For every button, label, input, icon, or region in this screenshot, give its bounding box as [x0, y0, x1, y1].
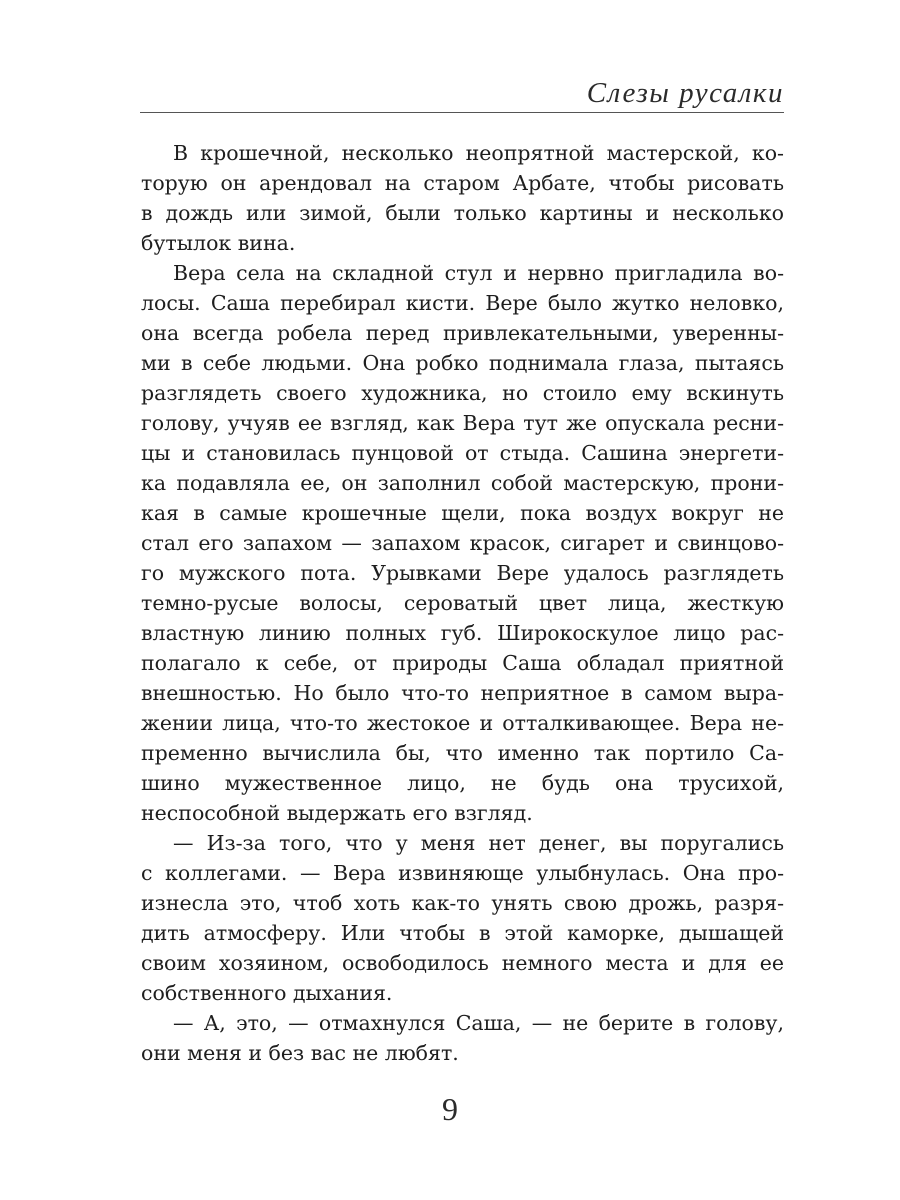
- text-line: они меня и без вас не любят.: [141, 1041, 459, 1065]
- text-line: в дождь или зимой, были только картины и несколько: [141, 201, 784, 225]
- text-line: кая в самые крошечные щели, пока воздух вокруг не: [141, 501, 784, 525]
- text-line: лосы. Саша перебирал кисти. Вере было жутко неловко,: [141, 291, 784, 315]
- text-line: своим хозяином, освободилось немного места и для ее: [141, 951, 784, 975]
- text-line: она всегда робела перед привлекательными, уверенны-: [141, 321, 784, 345]
- text-line: темно-русые волосы, сероватый цвет лица, жесткую: [141, 591, 784, 615]
- paragraph: [141, 138, 784, 258]
- text-line: неспособной выдержать его взгляд.: [141, 801, 533, 825]
- text-line: — Из-за того, что у меня нет денег, вы поругались: [173, 831, 784, 855]
- text-line: жении лица, что-то жестокое и отталкивающее. Вера не-: [141, 711, 784, 735]
- text-line: изнесла это, чтоб хоть как-то унять свою дрожь, разря-: [141, 891, 784, 915]
- text-line: торую он арендовал на старом Арбате, чтобы рисовать: [141, 171, 784, 195]
- paragraph: [141, 1008, 784, 1068]
- text-line: собственного дыхания.: [141, 981, 393, 1005]
- text-line: голову, учуяв ее взгляд, как Вера тут же опускала ресни-: [141, 411, 784, 435]
- text-line: полагало к себе, от природы Саша обладал приятной: [141, 651, 784, 675]
- text-line: властную линию полных губ. Широкоскулое лицо рас-: [141, 621, 784, 645]
- text-line: цы и становилась пунцовой от стыда. Сашина энергети-: [141, 441, 784, 465]
- text-line: го мужского пота. Урывками Вере удалось разглядеть: [141, 561, 784, 585]
- page-number: 9: [442, 1091, 458, 1127]
- text-line: с коллегами. — Вера извиняюще улыбнулась. Она про-: [141, 861, 784, 885]
- text-line: бутылок вина.: [141, 231, 296, 255]
- text-line: ка подавляла ее, он заполнил собой мастерскую, прони-: [141, 471, 784, 495]
- text-line: шино мужественное лицо, не будь она трусихой,: [141, 771, 784, 795]
- text-line: Вера села на складной стул и нервно пригладила во-: [173, 261, 784, 285]
- text-line: стал его запахом — запахом красок, сигарет и свинцово-: [141, 531, 784, 555]
- text-line: В крошечной, несколько неопрятной мастерской, ко-: [173, 141, 784, 165]
- text-line: ми в себе людьми. Она робко поднимала глаза, пытаясь: [141, 351, 784, 375]
- text-line: пременно вычислила бы, что именно так портило Са-: [141, 741, 784, 765]
- paragraph: [141, 828, 784, 1008]
- text-line: дить атмосферу. Или чтобы в этой каморке, дышащей: [141, 921, 784, 945]
- text-line: разглядеть своего художника, но стоило ему вскинуть: [141, 381, 784, 405]
- header-rule: [140, 112, 784, 113]
- text-line: внешностью. Но было что-то неприятное в самом выра-: [141, 681, 784, 705]
- body-text: [141, 138, 784, 1068]
- paragraph: [141, 258, 784, 828]
- text-line: — А, это, — отмахнулся Саша, — не берите в голову,: [173, 1011, 784, 1035]
- running-head: Слезы русалки: [586, 77, 784, 109]
